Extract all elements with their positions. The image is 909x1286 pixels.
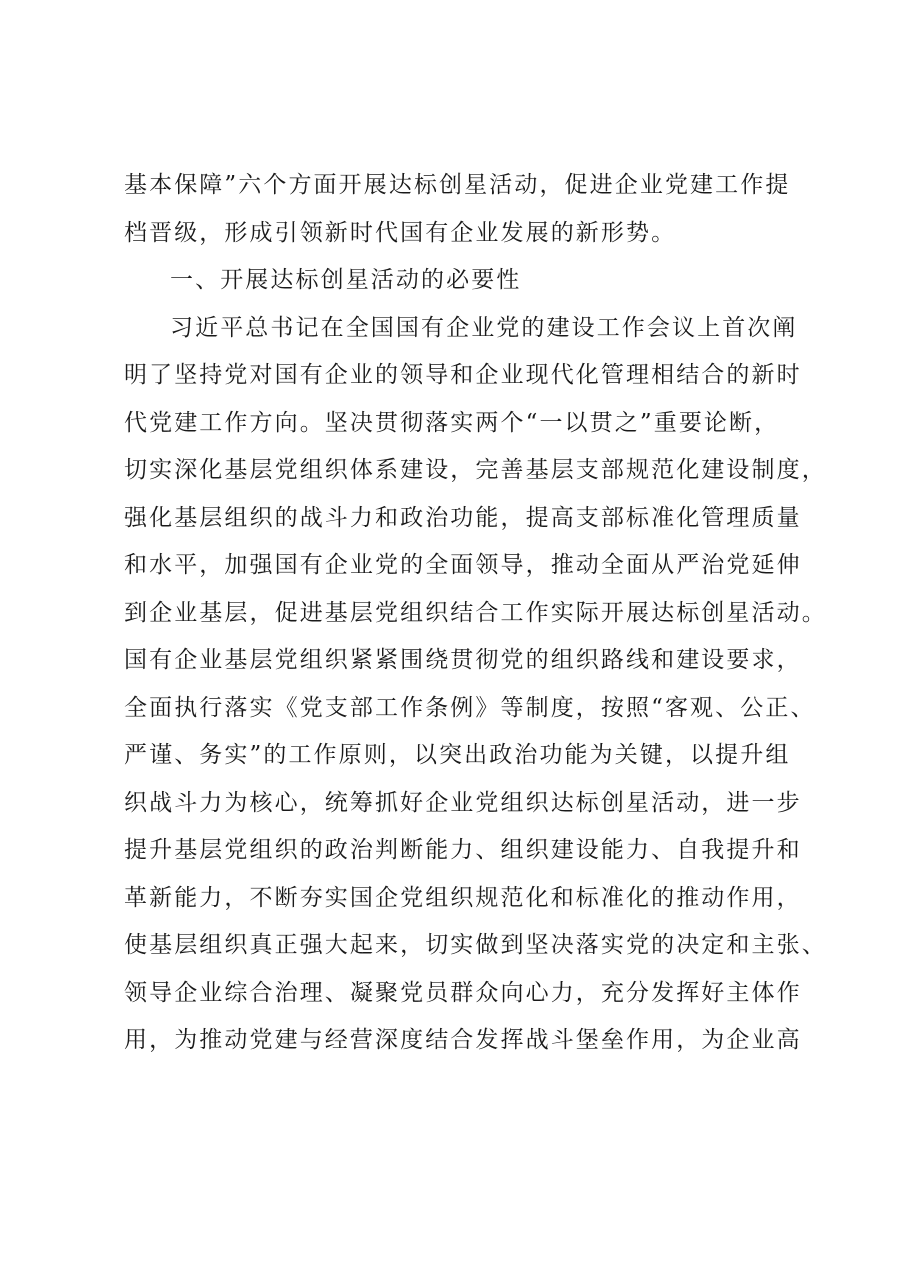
text-line: 织战斗力为核心，统筹抓好企业党组织达标创星活动，进一步 [124,789,802,816]
text-line: 强化基层组织的战斗力和政治功能，提高支部标准化管理质量 [124,504,802,531]
text-line: 使基层组织真正强大起来，切实做到坚决落实党的决定和主张、 [124,932,827,958]
text-line: 严谨、务实”的工作原则，以突出政治功能为关键，以提升组 [124,742,791,768]
text-line: 国有企业基层党组织紧紧围绕贯彻党的组织路线和建设要求， [124,647,802,673]
text-line: 和水平，加强国有企业党的全面领导，推动全面从严治党延伸 [124,552,802,578]
text-line: 习近平总书记在全国国有企业党的建设工作会议上首次阐 [170,314,798,341]
text-line: 切实深化基层党组织体系建设，完善基层支部规范化建设制度， [124,457,827,483]
text-line: 提升基层党组织的政治判断能力、组织建设能力、自我提升和 [124,837,802,863]
text-line: 全面执行落实《党支部工作条例》等制度，按照“客观、公正、 [124,694,816,721]
text-line: 代党建工作方向。坚决贯彻落实两个“一以贯之”重要论断， [124,409,780,436]
text-line: 基本保障”六个方面开展达标创星活动，促进企业党建工作提 [124,172,791,198]
body-text [124,162,827,1065]
text-line: 革新能力，不断夯实国企党组织规范化和标准化的推动作用， [124,884,802,911]
text-line: 明了坚持党对国有企业的领导和企业现代化管理相结合的新时 [124,362,802,388]
text-line: 到企业基层，促进基层党组织结合工作实际开展达标创星活动。 [124,599,827,626]
section-heading: 一、开展达标创星活动的必要性 [170,267,522,293]
text-line: 用，为推动党建与经营深度结合发挥战斗堡垒作用，为企业高 [124,1027,802,1053]
text-line: 档晋级，形成引领新时代国有企业发展的新形势。 [124,219,677,246]
text-line: 领导企业综合治理、凝聚党员群众向心力，充分发挥好主体作 [124,979,802,1006]
